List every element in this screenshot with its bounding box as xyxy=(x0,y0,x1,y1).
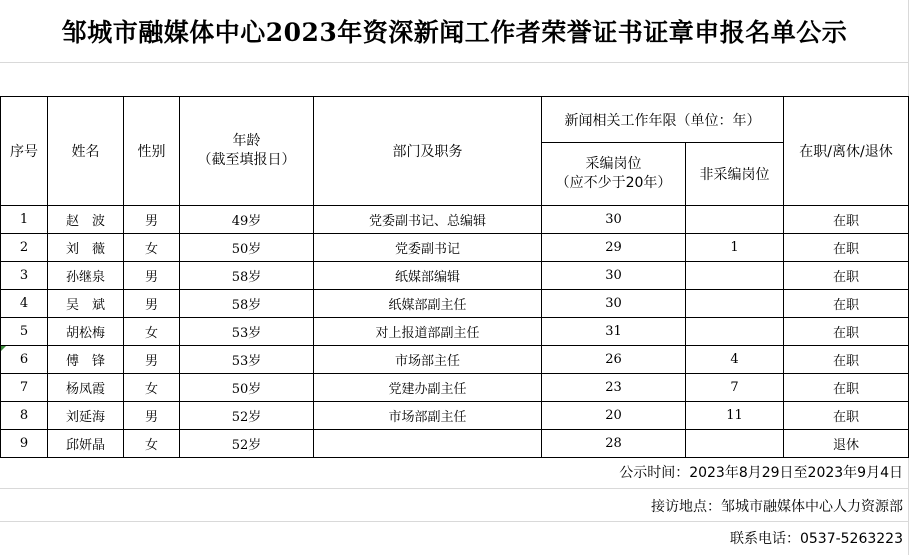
cell-status: 在职 xyxy=(784,290,909,318)
cell-dept: 市场部副主任 xyxy=(314,402,542,430)
header-age-line1: 年龄 xyxy=(232,133,261,149)
header-age xyxy=(180,97,314,206)
cell-status: 退休 xyxy=(784,430,909,458)
cell-name: 刘 薇 xyxy=(48,234,124,262)
cell-staff-years: 23 xyxy=(542,374,686,402)
notice-time: 公示时间：2023年8月29日至2023年9月4日 xyxy=(619,465,903,481)
sheet-gridline xyxy=(0,488,909,489)
cell-staff-years: 30 xyxy=(542,290,686,318)
cell-nonstaff-years xyxy=(686,430,784,458)
cell-nonstaff-years: 1 xyxy=(686,234,784,262)
roster-table xyxy=(0,96,909,458)
cell-staff-years: 26 xyxy=(542,346,686,374)
cell-seq: 3 xyxy=(1,262,48,290)
cell-seq: 5 xyxy=(1,318,48,346)
header-status: 在职/离休/退休 xyxy=(784,97,909,206)
cell-seq xyxy=(1,346,48,374)
table-row xyxy=(1,402,909,430)
cell-dept: 对上报道部副主任 xyxy=(314,318,542,346)
cell-name: 傅 锋 xyxy=(48,346,124,374)
cell-staff-years: 29 xyxy=(542,234,686,262)
table-row xyxy=(1,430,909,458)
cell-dept: 党委副书记 xyxy=(314,234,542,262)
cell-status: 在职 xyxy=(784,346,909,374)
cell-name: 刘延海 xyxy=(48,402,124,430)
cell-seq: 4 xyxy=(1,290,48,318)
cell-age: 49岁 xyxy=(180,206,314,234)
cell-nonstaff-years xyxy=(686,262,784,290)
cell-name: 胡松梅 xyxy=(48,318,124,346)
cell-status: 在职 xyxy=(784,374,909,402)
cell-staff-years: 28 xyxy=(542,430,686,458)
cell-dept xyxy=(314,430,542,458)
cell-gender: 男 xyxy=(124,262,180,290)
cell-gender: 女 xyxy=(124,374,180,402)
cell-gender: 男 xyxy=(124,346,180,374)
cell-age: 53岁 xyxy=(180,318,314,346)
cell-name: 邱妍晶 xyxy=(48,430,124,458)
header-years-group: 新闻相关工作年限（单位：年） xyxy=(542,97,784,143)
cell-seq: 2 xyxy=(1,234,48,262)
cell-dept: 党建办副主任 xyxy=(314,374,542,402)
cell-staff-years: 20 xyxy=(542,402,686,430)
cell-age: 58岁 xyxy=(180,290,314,318)
visit-place: 接访地点：邹城市融媒体中心人力资源部 xyxy=(651,499,903,515)
header-staff-years xyxy=(542,143,686,206)
header-seq: 序号 xyxy=(1,97,48,206)
header-age-line2: （截至填报日） xyxy=(197,152,296,168)
cell-nonstaff-years xyxy=(686,318,784,346)
cell-age: 58岁 xyxy=(180,262,314,290)
cell-name: 赵 波 xyxy=(48,206,124,234)
cell-dept: 党委副书记、总编辑 xyxy=(314,206,542,234)
cell-age: 50岁 xyxy=(180,234,314,262)
header-name: 姓名 xyxy=(48,97,124,206)
table-row xyxy=(1,318,909,346)
cell-age: 53岁 xyxy=(180,346,314,374)
cell-nonstaff-years: 11 xyxy=(686,402,784,430)
cell-gender: 女 xyxy=(124,318,180,346)
page-title: 邹城市融媒体中心2023年资深新闻工作者荣誉证书证章申报名单公示 xyxy=(61,18,848,47)
cell-dept: 纸媒部编辑 xyxy=(314,262,542,290)
table-row xyxy=(1,290,909,318)
table-row xyxy=(1,262,909,290)
cell-name: 杨凤霞 xyxy=(48,374,124,402)
cell-age: 52岁 xyxy=(180,402,314,430)
header-gender: 性别 xyxy=(124,97,180,206)
cell-status: 在职 xyxy=(784,206,909,234)
cell-seq: 9 xyxy=(1,430,48,458)
cell-gender: 女 xyxy=(124,234,180,262)
header-dept: 部门及职务 xyxy=(314,97,542,206)
cell-nonstaff-years xyxy=(686,290,784,318)
cell-status: 在职 xyxy=(784,402,909,430)
table-row xyxy=(1,206,909,234)
contact-phone: 联系电话：0537-5263223 xyxy=(729,531,903,547)
cell-staff-years: 30 xyxy=(542,262,686,290)
cell-nonstaff-years: 7 xyxy=(686,374,784,402)
cell-seq: 1 xyxy=(1,206,48,234)
table-row xyxy=(1,374,909,402)
cell-status: 在职 xyxy=(784,234,909,262)
cell-staff-years: 31 xyxy=(542,318,686,346)
cell-seq: 8 xyxy=(1,402,48,430)
cell-age: 50岁 xyxy=(180,374,314,402)
header-staff-line1: 采编岗位 xyxy=(585,156,642,172)
cell-name: 吴 斌 xyxy=(48,290,124,318)
sheet-gridline xyxy=(0,521,909,522)
header-staff-line2: （应不少于20年） xyxy=(555,175,672,191)
cell-staff-years: 30 xyxy=(542,206,686,234)
table-row xyxy=(1,234,909,262)
sheet-gridline xyxy=(0,62,909,63)
cell-seq-value: 6 xyxy=(19,352,29,367)
header-nonstaff-years: 非采编岗位 xyxy=(686,143,784,206)
cell-dept: 纸媒部副主任 xyxy=(314,290,542,318)
cell-nonstaff-years: 4 xyxy=(686,346,784,374)
cell-name: 孙继泉 xyxy=(48,262,124,290)
comment-indicator-icon xyxy=(1,346,6,351)
cell-seq: 7 xyxy=(1,374,48,402)
cell-gender: 男 xyxy=(124,206,180,234)
cell-gender: 男 xyxy=(124,402,180,430)
cell-status: 在职 xyxy=(784,318,909,346)
cell-age: 52岁 xyxy=(180,430,314,458)
cell-gender: 女 xyxy=(124,430,180,458)
cell-gender: 男 xyxy=(124,290,180,318)
cell-dept: 市场部主任 xyxy=(314,346,542,374)
cell-nonstaff-years xyxy=(686,206,784,234)
table-row xyxy=(1,346,909,374)
cell-status: 在职 xyxy=(784,262,909,290)
